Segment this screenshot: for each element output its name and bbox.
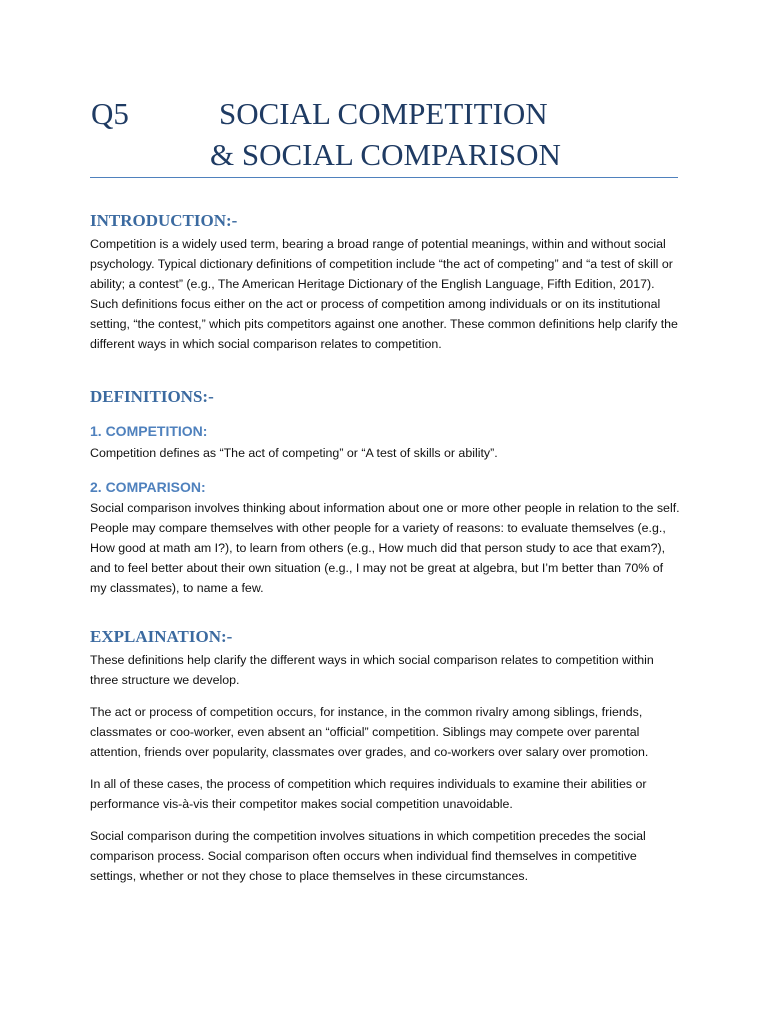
competition-subheading: 1. COMPETITION: (90, 423, 208, 439)
explanation-paragraph: The act or process of competition occurs, for instance, in the common rivalry among siblings, friends, classmates or coo-worker, even absent an “official” competition. Siblings may compete over parental attention, friends over popularity, classmates over grades, and co-workers over salary over promotion. (90, 705, 649, 759)
introduction-paragraph: Competition is a widely used term, bearing a broad range of potential meanings, within and without social psychology. Typical dictionary definitions of competition include “the act of competing” and “a test of skill or ability; a contest” (e.g., The American Heritage Dictionary of the English Language, Fifth Edition, 2017). Such definitions focus either on the act or process of competition among individuals or on its institutional setting, “the contest,” which pits competitors against one another. These common definitions help clarify the different ways in which social comparison relates to competition. (90, 237, 678, 351)
question-number: Q5 (91, 96, 129, 131)
comparison-definition: Social comparison involves thinking about information about one or more other people in relation to the self. People may compare themselves with other people for a variety of reasons: to evaluate themselves (e.g., How good at math am I?), to learn from others (e.g., How much did that person study to ace that exam?), and to feel better about their own situation (e.g., I may not be great at algebra, but I’m better than 70% of my classmates), to name a few. (90, 501, 680, 595)
comparison-subheading: 2. COMPARISON: (90, 479, 206, 495)
introduction-heading: INTRODUCTION:- (90, 211, 238, 230)
definitions-heading: DEFINITIONS:- (90, 387, 214, 406)
explanation-paragraph: Social comparison during the competition involves situations in which competition precedes the social comparison process. Social comparison often occurs when individual find themselves in competitive settings, whether or not they chose to place themselves in these circumstances. (90, 829, 646, 883)
title-line-1: SOCIAL COMPETITION (219, 96, 548, 131)
explanation-heading: EXPLAINATION:- (90, 627, 233, 646)
document-body (90, 210, 682, 886)
explanation-paragraph: In all of these cases, the process of competition which requires individuals to examine their abilities or performance vis-à-vis their competitor makes social competition unavoidable. (90, 777, 647, 811)
title-line-2: & SOCIAL COMPARISON (210, 137, 561, 172)
title-divider (90, 177, 678, 178)
competition-definition: Competition defines as “The act of competing” or “A test of skills or ability”. (90, 446, 498, 460)
explanation-paragraph: These definitions help clarify the different ways in which social comparison relates to competition within three structure we develop. (90, 653, 654, 687)
